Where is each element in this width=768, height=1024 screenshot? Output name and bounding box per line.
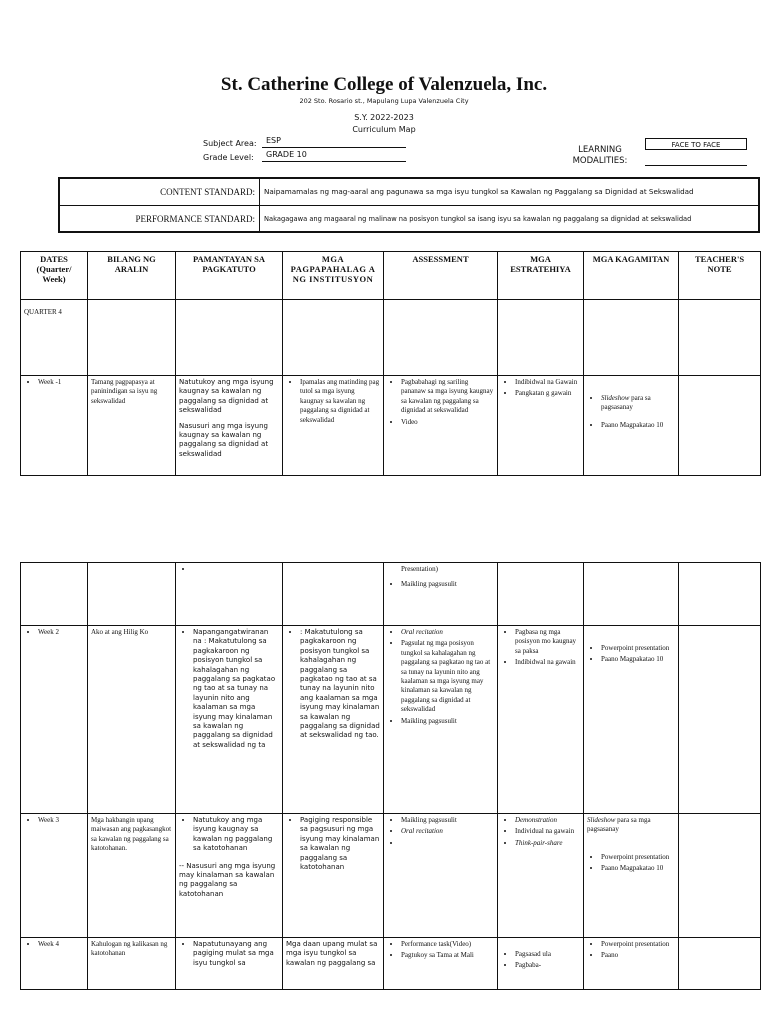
empty-cell [283, 300, 384, 376]
pagpapahalaga-cell: Mga daan upang mulat sa mga isyu tungkol sa kawalan ng paggalang sa [283, 938, 384, 990]
school-year: S.Y. 2022-2023 [354, 113, 414, 122]
table-row [21, 376, 761, 476]
table-row [21, 563, 761, 626]
empty-cell [584, 563, 679, 626]
pagpapahalaga-cell: • Pagiging responsible sa pagsusuri ng mga isyung may kinalaman sa kawalan ng paggalang sa katotohanan [283, 814, 384, 938]
aralin-cell: Tamang pagpapasya at paninindigan sa isyu ng sekswalidad [88, 376, 176, 476]
curriculum-table-bottom [20, 562, 761, 990]
modality-blank-line [645, 165, 747, 166]
estratehiya-cell: • Demonstration • Individual na gawain • Think-pair-share [498, 814, 584, 938]
content-standard-label: CONTENT STANDARD: [60, 179, 260, 205]
note-cell [679, 938, 761, 990]
kagamitan-cell: • Powerpoint presentation • Paano Magpakatao 10 [584, 626, 679, 814]
school-name: St. Catherine College of Valenzuela, Inc. [220, 74, 548, 95]
col-pamantayan: PAMANTAYAN SA PAGKATUTO [176, 252, 283, 300]
col-kagamitan: MGA KAGAMITAN [584, 252, 679, 300]
estratehiya-cell: • Pagbasa ng mga posisyon mo kaugnay sa paksa • Indibidwal na gawain [498, 626, 584, 814]
week-cell: • Week -1 [21, 376, 88, 476]
performance-standard-value: Nakagagawa ang magaaral ng malinaw na posisyon tungkol sa isang isyu sa kawalan ng paggalang sa dignidad at sekswalidad [264, 215, 692, 223]
assessment-cell: • Oral recitation • Pagsulat ng mga posisyon tungkol sa kahalagahan ng paggalang sa pagkatao ng tao at sa tunay na layunin nito ang kaalaman sa mga isyung may kinalaman sa kawalan ng paggalang sa dignidad at sekswalidad • Maikling pagsusulit [384, 626, 498, 814]
note-cell [679, 376, 761, 476]
pamantayan-cell: • Natutukoy ang mga isyung kaugnay sa kawalan ng paggalang sa katotohanan -- Nasusuri ang mga isyung may kinalaman sa kawalan ng paggalang sa katotohanan [176, 814, 283, 938]
col-pagpapahalaga: MGA PAGPAPAHALAG A NG INSTITUSYON [283, 252, 384, 300]
table-header-row [21, 252, 761, 300]
school-address: 202 Sto. Rosario st., Mapulang Lupa Valenzuela City [299, 97, 469, 105]
empty-cell [384, 300, 498, 376]
pamantayan-cell: • Napangangatwiranan na : Makatutulong sa pagkakaroon ng posisyon tungkol sa kahalagahan ng paggalang sa pagkatao ng tao at sa tunay na layunin nito ang kaalaman sa mga isyung may kinalaman sa kawalan ng paggalang sa dignidad at sekswalidad ng ta [176, 626, 283, 814]
quarter-label: QUARTER 4 [21, 300, 88, 376]
learning-modalities-label: LEARNING MODALITIES: [572, 145, 628, 166]
grade-level-value: GRADE 10 [262, 150, 406, 162]
content-standard-row [60, 179, 758, 206]
pagpapahalaga-cell: • Ipamalas ang matinding pag tutol sa mga isyung kaugnay sa kawalan ng paggalang sa dignidad at sekswalidad [283, 376, 384, 476]
aralin-cell: Kahulogan ng kalikasan ng katotohanan [88, 938, 176, 990]
pamantayan-cell: • Napatutunayang ang pagiging mulat sa mga isyu tungkol sa [176, 938, 283, 990]
standards-box [58, 177, 760, 233]
assessment-cell: • Maikling pagsusulit • Oral recitation • [384, 814, 498, 938]
assessment-cell: Presentation) • Maikling pagsusulit [384, 563, 498, 626]
estratehiya-cell: • Pagsasad ula • Pagbaba- [498, 938, 584, 990]
col-aralin: BILANG NG ARALIN [88, 252, 176, 300]
table-row [21, 814, 761, 938]
curriculum-table-top [20, 251, 761, 476]
table-row [21, 626, 761, 814]
pamantayan-cell: Natutukoy ang mga isyung kaugnay sa kawalan ng paggalang sa dignidad at sekswalidad Nasusuri ang mga isyung kaugnay sa kawalan ng paggalang sa dignidad at sekswalidad [176, 376, 283, 476]
table-row [21, 300, 761, 376]
col-estratehiya: MGA ESTRATEHIYA [498, 252, 584, 300]
estratehiya-cell: • Indibidwal na Gawain • Pangkatan g gawain [498, 376, 584, 476]
col-teachers-note: TEACHER'S NOTE [679, 252, 761, 300]
performance-standard-row [60, 206, 758, 232]
empty-cell [21, 563, 88, 626]
col-dates: DATES (Quarter/ Week) [21, 252, 88, 300]
subject-area-value: ESP [262, 136, 406, 148]
note-cell [679, 626, 761, 814]
empty-cell [498, 300, 584, 376]
content-standard-value: Naipamamalas ng mag-aaral ang pagunawa sa mga isyu tungkol sa Kawalan ng Paggalang sa Dignidad at Sekswalidad [264, 187, 694, 196]
subject-area-label: Subject Area: [203, 139, 257, 148]
grade-level-label: Grade Level: [203, 153, 254, 162]
table-row [21, 938, 761, 990]
aralin-cell: Ako at ang Hilig Ko [88, 626, 176, 814]
week-cell: • Week 2 [21, 626, 88, 814]
empty-cell [679, 563, 761, 626]
week-cell: • Week 3 [21, 814, 88, 938]
kagamitan-cell: • Powerpoint presentation • Paano [584, 938, 679, 990]
pamantayan-cell [176, 563, 283, 626]
empty-cell [584, 300, 679, 376]
kagamitan-cell: Slideshow para sa mga pagsasanay • Powerpoint presentation • Paano Magpakatao 10 [584, 814, 679, 938]
empty-cell [176, 300, 283, 376]
empty-cell [88, 300, 176, 376]
assessment-cell: • Pagbabahagi ng sariling pananaw sa mga isyung kaugnay sa kawalan ng paggalang sa dignidad at sekswalidad • Video [384, 376, 498, 476]
col-assessment: ASSESSMENT [384, 252, 498, 300]
modality-value: FACE TO FACE [645, 138, 747, 150]
empty-cell [283, 563, 384, 626]
performance-standard-label: PERFORMANCE STANDARD: [60, 206, 260, 232]
pagpapahalaga-cell: • : Makatutulong sa pagkakaroon ng posisyon tungkol sa kahalagahan ng paggalang sa pagkatao ng tao at sa tunay na layunin nito ang kaalaman sa mga isyung may kinalaman sa kawalan ng paggalang sa dignidad at sekswalidad ng tao. [283, 626, 384, 814]
document-title: Curriculum Map [352, 125, 416, 134]
empty-cell [88, 563, 176, 626]
assessment-cell: • Performance task(Video) • Pagtukoy sa Tama at Mali [384, 938, 498, 990]
empty-cell [498, 563, 584, 626]
aralin-cell: Mga hakbangin upang maiwasan ang pagkasangkot sa kawalan ng paggalang sa katotohanan. [88, 814, 176, 938]
week-cell: • Week 4 [21, 938, 88, 990]
empty-cell [679, 300, 761, 376]
kagamitan-cell: • Slideshow para sa pagsasanay • Paano Magpakatao 10 [584, 376, 679, 476]
note-cell [679, 814, 761, 938]
